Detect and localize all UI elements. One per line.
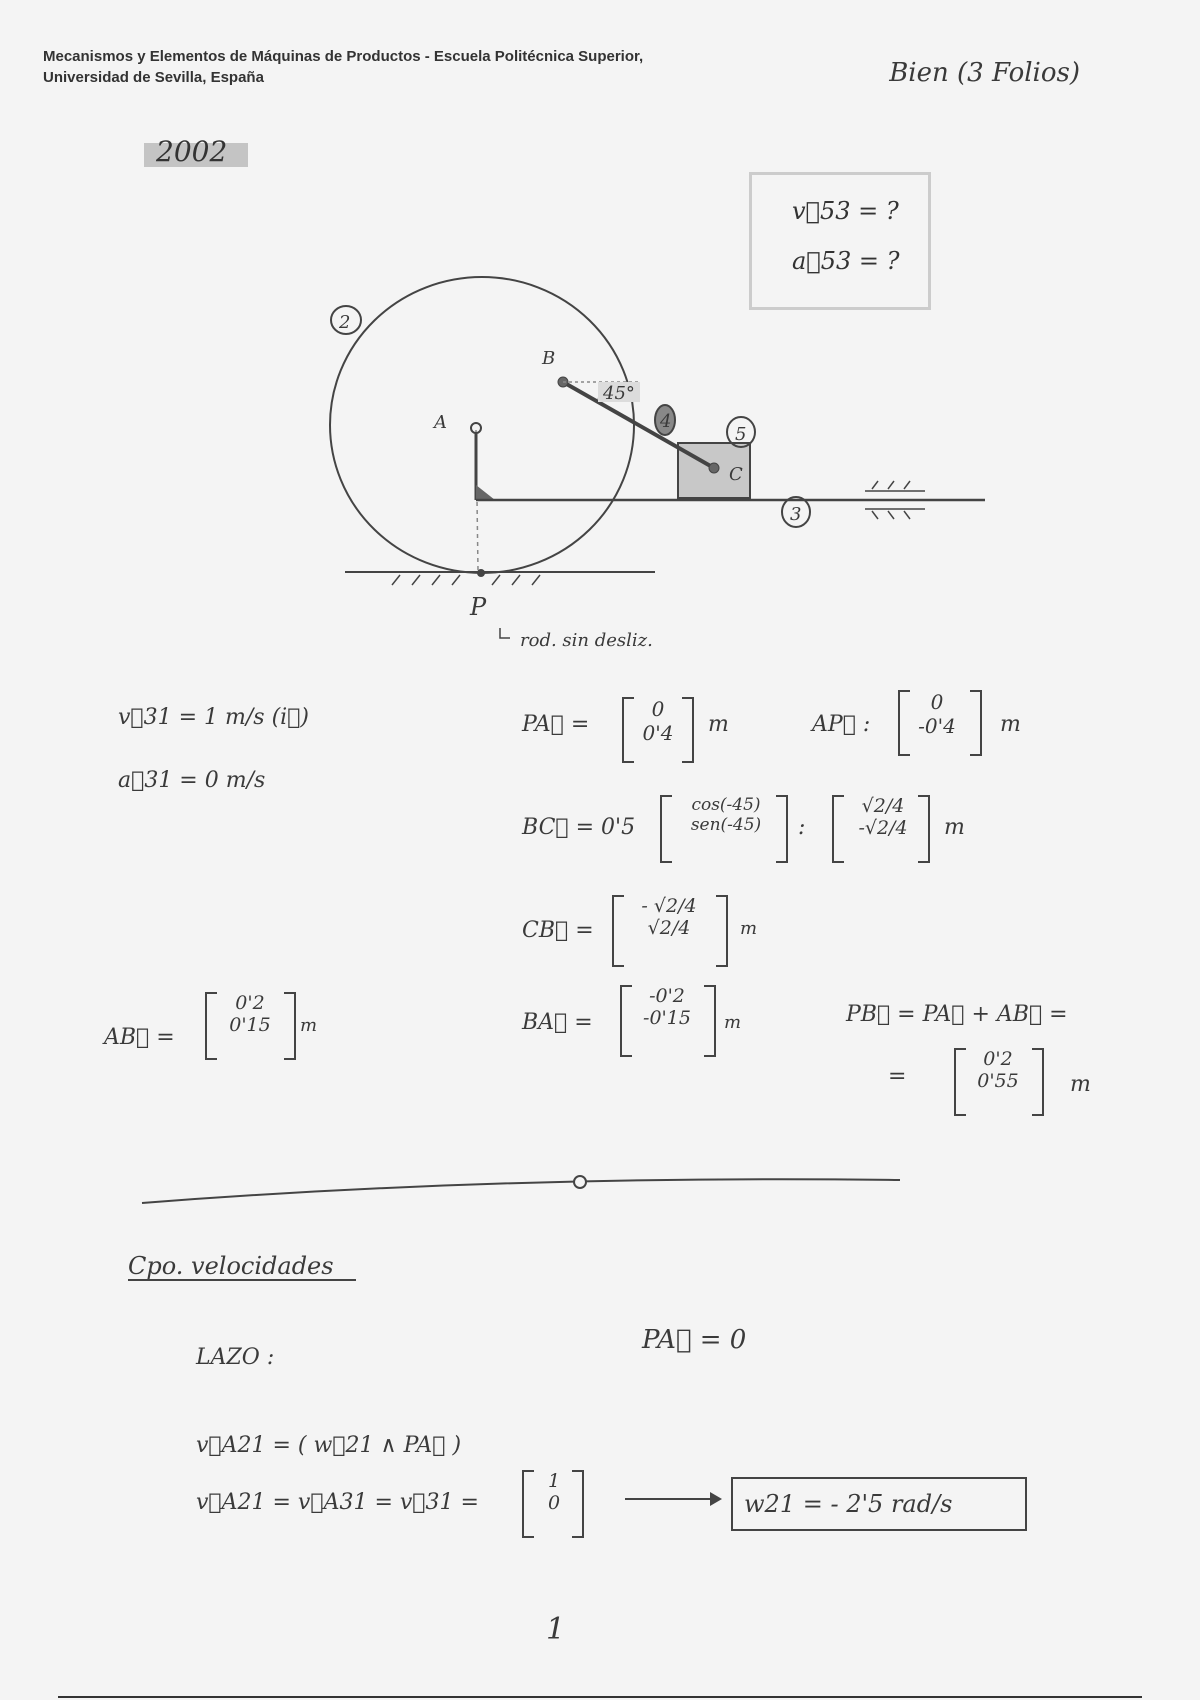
point-B-label: B (542, 348, 556, 369)
BA-bracket-right (704, 985, 716, 1057)
AP-unit: m (1000, 712, 1021, 737)
eq2-x: 1 (547, 1470, 561, 1492)
page-number: 1 (546, 1612, 566, 1647)
PA-bracket-right (682, 697, 694, 763)
AB-vector (218, 992, 282, 1036)
CB-label: CB⃗ = (522, 918, 594, 943)
PB-bracket-left (954, 1048, 966, 1116)
velocity-eq-2: v⃗A21 = v⃗A31 = v⃗31 = (196, 1490, 479, 1515)
AP-vector (910, 690, 964, 738)
given-a31: a⃗31 = 0 m/s (118, 768, 266, 793)
year-text: 2002 (156, 135, 228, 168)
AP-y: -0'4 (918, 714, 956, 738)
arm-3-gusset (476, 485, 495, 500)
ground-hatching (392, 575, 540, 585)
AP-label: AP⃗ : (812, 712, 871, 737)
AP-bracket-right (970, 690, 982, 756)
BC-bracket-right (918, 795, 930, 863)
body-4-label: 4 (660, 411, 672, 432)
grade-note: Bien (3 Folios) (889, 58, 1080, 88)
AB-y: 0'15 (229, 1014, 271, 1036)
AB-unit: m (300, 1015, 318, 1036)
footer-line (58, 1696, 1142, 1698)
BC-unit: m (944, 815, 965, 840)
PA-unit: m (708, 712, 729, 737)
BA-label: BA⃗ = (522, 1010, 593, 1035)
CB-bracket-right (716, 895, 728, 967)
CB-bracket-left (612, 895, 624, 967)
question-velocity: v⃗53 = ? (792, 197, 899, 225)
angle-label: 45° (603, 383, 635, 404)
BC-trig-bracket-right (776, 795, 788, 863)
PB-equal: = (888, 1064, 907, 1089)
point-C (709, 463, 719, 473)
AP-x: 0 (930, 690, 944, 714)
BA-y: -0'15 (643, 1007, 691, 1029)
CB-vector (624, 895, 714, 939)
question-acceleration: a⃗53 = ? (792, 247, 900, 275)
header-line-2: Universidad de Sevilla, España (43, 69, 264, 86)
BA-vector (632, 985, 702, 1029)
PA-bracket-left (622, 697, 634, 763)
omega21-result: w21 = - 2'5 rad/s (744, 1490, 953, 1518)
AB-bracket-left (205, 992, 217, 1060)
eq2-bracket-right (572, 1470, 584, 1538)
BC-label: BC⃗ = 0'5 (522, 815, 636, 840)
BC-trig-bracket-left (660, 795, 672, 863)
PA-y: 0'4 (642, 721, 674, 745)
CB-x: - √2/4 (641, 895, 697, 917)
body-3-label: 3 (790, 504, 802, 525)
PB-bracket-right (1032, 1048, 1044, 1116)
AB-bracket-right (284, 992, 296, 1060)
BA-unit: m (724, 1012, 742, 1033)
body-5-label: 5 (735, 424, 747, 445)
CB-y: √2/4 (647, 917, 691, 939)
PA-x: 0 (651, 697, 665, 721)
PB-unit: m (1070, 1072, 1091, 1097)
PA-vector (640, 697, 676, 745)
eq2-bracket-left (522, 1470, 534, 1538)
BC-equal: : (798, 815, 806, 840)
AP-bracket-left (898, 690, 910, 756)
point-C-label: C (729, 464, 743, 485)
AB-x: 0'2 (235, 992, 265, 1014)
BC-sen: sen(-45) (690, 815, 762, 835)
PB-vector (966, 1048, 1030, 1092)
eq2-vector (534, 1470, 574, 1514)
BC-vector (846, 795, 920, 839)
header-line-1: Mecanismos y Elementos de Máquinas de Productos - Escuela Politécnica Superior, (43, 48, 644, 65)
note-pointer (500, 628, 510, 638)
PB-y: 0'55 (977, 1070, 1019, 1092)
BC-cos: cos(-45) (691, 795, 761, 815)
disc-2 (330, 277, 634, 573)
PB-x: 0'2 (983, 1048, 1013, 1070)
BC-trig-vector (676, 795, 776, 835)
lazo-label: LAZO : (196, 1345, 275, 1370)
velocity-eq-1: v⃗A21 = ( w⃗21 ∧ PA⃗ ) (196, 1433, 462, 1458)
BC-y: -√2/4 (858, 817, 908, 839)
CB-unit: m (740, 918, 758, 939)
point-A-label: A (434, 412, 447, 433)
AB-label: AB⃗ = (104, 1025, 175, 1050)
point-P (477, 569, 485, 577)
PA-label: PA⃗ = (522, 712, 590, 737)
PB-label: PB⃗ = PA⃗ + AB⃗ = (846, 1002, 1068, 1027)
eq2-y: 0 (547, 1492, 561, 1514)
BA-bracket-left (620, 985, 632, 1057)
rolling-note: rod. sin desliz. (520, 630, 653, 651)
BC-x: √2/4 (861, 795, 905, 817)
velocities-heading: Cpo. velocidades (128, 1252, 334, 1280)
BA-x: -0'2 (649, 985, 685, 1007)
point-P-label: P (470, 593, 487, 621)
given-v31: v⃗31 = 1 m/s (i⃗) (118, 705, 309, 730)
BC-bracket-left (832, 795, 844, 863)
body-2-label: 2 (339, 312, 351, 333)
PA-zero: PA⃗ = 0 (642, 1325, 747, 1355)
